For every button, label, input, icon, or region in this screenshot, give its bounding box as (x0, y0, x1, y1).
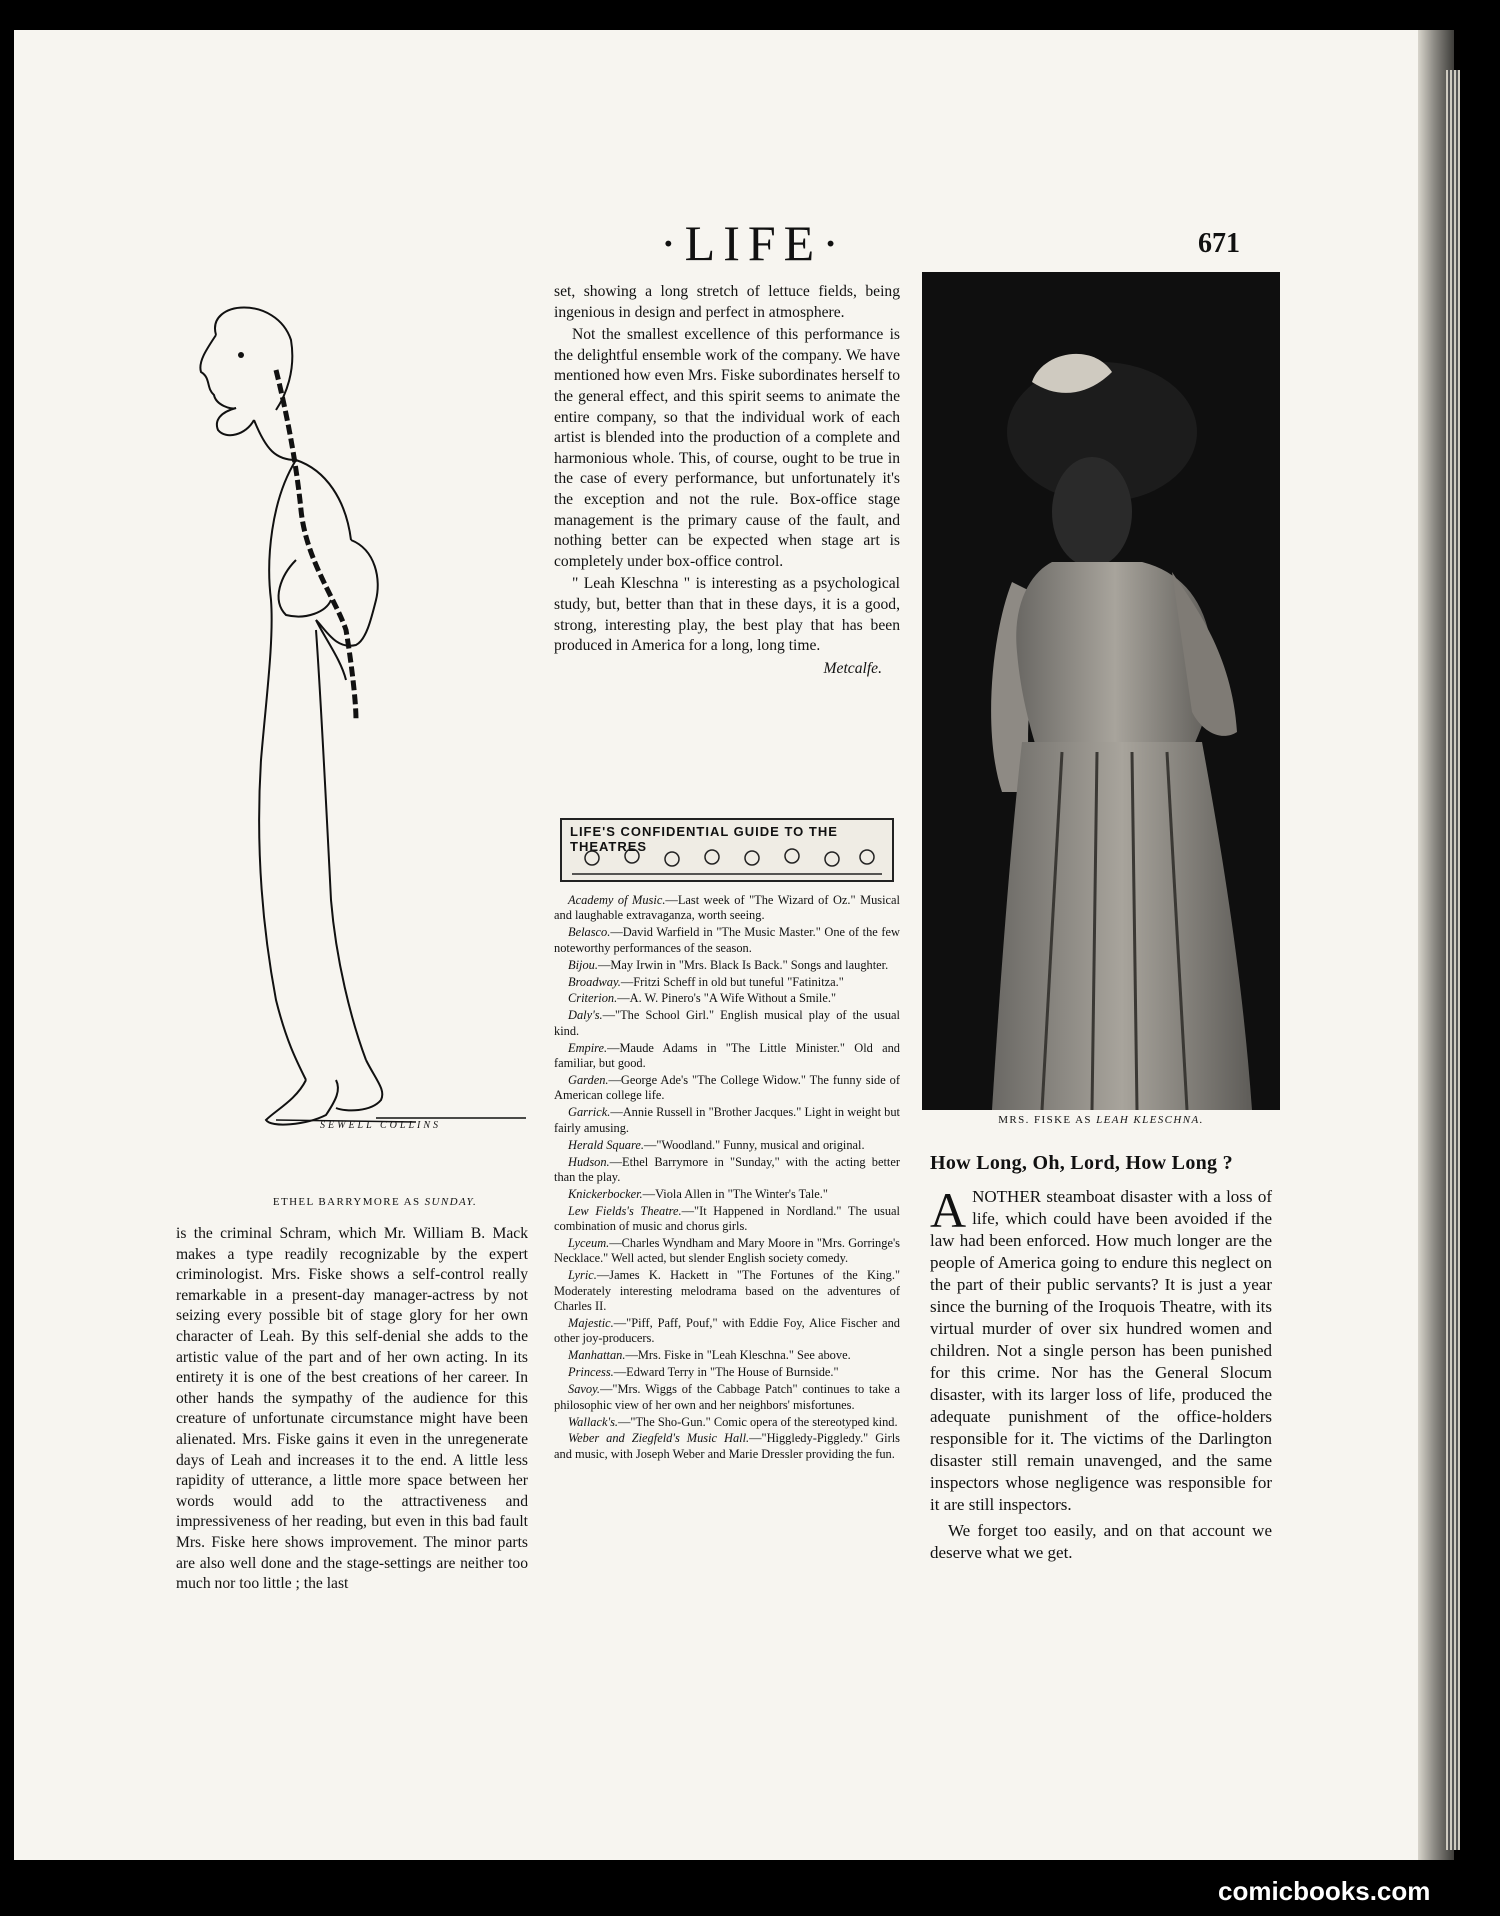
caption-role: SUNDAY. (424, 1196, 478, 1208)
middle-paragraph-1: set, showing a long stretch of lettuce fields, being ingenious in design and perfect in atmosphere. (554, 283, 900, 321)
guide-text: —"Higgledy-Piggledy." Girls and music, with Joseph Weber and Marie Dressler providing the fun. (554, 1431, 900, 1461)
guide-venue: Herald Square. (568, 1137, 644, 1152)
middle-paragraph-3: " Leah Kleschna " is interesting as a psychological study, but, better than that in these days, it is a good, strong, interesting play, the best play that has been produced in America for a long, long time. (554, 575, 900, 655)
guide-text: —"The Sho-Gun." Comic opera of the stereotyped kind. (618, 1414, 898, 1429)
guide-venue: Criterion. (568, 991, 618, 1006)
guide-entry (554, 1187, 900, 1202)
guide-venue: Majestic. (568, 1316, 614, 1331)
guide-entry (554, 1316, 900, 1347)
editorial-text-1: NOTHER steamboat disaster with a loss of life, which could have been avoided if the law had been enforced. How much longer are the people of America going to endure this neglect on the part of their public servants? It is just a year since the burning of the Iroquois Theatre, with its virtual murder of over six hundred women and children. Not a single person has been punished for this crime. Nor has the General Slocum disaster, with its larger loss of life, produced the adequate punishment of the office-holders responsible for it. The victims of the Darlington disaster still remain unavenged, and the same inspectors whose negligence was responsible for it are still inspectors. (930, 1187, 1272, 1514)
photo-figure (922, 272, 1280, 1110)
guide-venue: Lew Fields's Theatre. (568, 1203, 682, 1218)
page-edge (1446, 70, 1460, 1850)
guide-text: —Charles Wyndham and Mary Moore in "Mrs. Gorringe's Necklace." Well acted, but slender English society comedy. (554, 1236, 900, 1266)
guide-entry (554, 1073, 900, 1104)
guide-text: —"It Happened in Nordland." The usual combination of music and chorus girls. (554, 1203, 900, 1234)
guide-text: —James K. Hackett in "The Fortunes of the King." Moderately interesting melodrama based on the adventures of Charles II. (554, 1268, 900, 1314)
guide-entry (554, 1348, 900, 1363)
theatre-guide-list (554, 893, 900, 1464)
left-illustration-caption (210, 1196, 540, 1208)
guide-venue: Manhattan. (568, 1348, 626, 1363)
guide-text: —Fritzi Scheff in old but tuneful "Fatinitza." (620, 974, 844, 989)
left-column-article (176, 1224, 528, 1597)
guide-text: —"The School Girl." English musical play of the usual kind. (554, 1008, 900, 1038)
right-photo-caption (922, 1114, 1280, 1126)
guide-entry (554, 1268, 900, 1314)
guide-text: —"Woodland." Funny, musical and original. (643, 1137, 865, 1152)
guide-entry (554, 991, 900, 1006)
guide-entry (554, 925, 900, 956)
guide-entry (554, 1382, 900, 1413)
guide-text: —"Mrs. Wiggs of the Cabbage Patch" continues to take a philosophic view of her own and her neighbors' misfortunes. (554, 1382, 900, 1412)
guide-entry (554, 1041, 900, 1072)
magazine-title: ·LIFE· (660, 215, 847, 271)
editorial-column (930, 1182, 1272, 1566)
guide-venue: Broadway. (568, 974, 621, 989)
article-signature: Metcalfe. (823, 659, 882, 677)
guide-text: —Ethel Barrymore in "Sunday," with the acting better than the play. (554, 1154, 900, 1184)
guide-venue: Empire. (568, 1040, 608, 1055)
guide-venue: Bijou. (568, 957, 598, 972)
guide-venue: Knickerbocker. (568, 1186, 643, 1201)
guide-text: —Last week of "The Wizard of Oz." Musical and laughable extravaganza, worth seeing. (554, 893, 900, 923)
guide-venue: Lyric. (568, 1268, 597, 1283)
guide-text: —Maude Adams in "The Little Minister." Old and familiar, but good. (554, 1040, 900, 1071)
editorial-paragraph-2: We forget too easily, and on that account we deserve what we get. (930, 1521, 1272, 1562)
guide-venue: Academy of Music. (568, 893, 666, 907)
banner-figures-illustration (562, 846, 892, 876)
guide-entry (554, 1138, 900, 1153)
drop-cap: A (930, 1182, 967, 1238)
guide-text: —May Irwin in "Mrs. Black Is Back." Songs and laughter. (597, 957, 889, 972)
caption-prefix: ETHEL BARRYMORE AS (272, 1196, 425, 1208)
guide-text: —Mrs. Fiske in "Leah Kleschna." See above. (625, 1348, 851, 1363)
editorial-headline: How Long, Oh, Lord, How Long ? (930, 1152, 1233, 1174)
guide-entry (554, 958, 900, 973)
mrs-fiske-photograph (922, 272, 1280, 1110)
guide-entry (554, 1415, 900, 1430)
middle-paragraph-2: Not the smallest excellence of this performance is the delightful ensemble work of the company. We have mentioned how even Mrs. Fiske subordinates herself to the general effect, and this spirit seems to animate the entire company, so that the individual work of each artist is blended into the production of a complete and harmonious whole. This, of course, ought to be true in the case of every performance, but unfortunately it's the exception and not the rule. Box-office stage management is the primary cause of the fault, and nothing better can be expected when stage art is completely under box-office control. (554, 326, 900, 570)
guide-text: —David Warfield in "The Music Master." One of the few noteworthy performances of the season. (554, 925, 900, 955)
guide-venue: Princess. (568, 1365, 614, 1380)
caption-role: LEAH KLESCHNA. (1096, 1114, 1204, 1126)
middle-column-article (554, 282, 900, 679)
guide-entry (554, 975, 900, 990)
editorial-paragraph-1 (930, 1182, 1272, 1516)
guide-text: —"Piff, Paff, Pouf," with Eddie Foy, Alice Fischer and other joy-producers. (554, 1316, 900, 1346)
guide-text: —Annie Russell in "Brother Jacques." Light in weight but fairly amusing. (554, 1105, 900, 1135)
theatre-guide-banner (560, 818, 894, 882)
banner-title: LIFE'S CONFIDENTIAL GUIDE TO THE THEATRES (570, 824, 838, 854)
guide-venue: Hudson. (568, 1154, 610, 1169)
guide-entry (554, 1204, 900, 1235)
guide-entry (554, 1236, 900, 1267)
guide-venue: Wallack's. (568, 1414, 619, 1429)
guide-venue: Lyceum. (568, 1236, 610, 1251)
page-number: 671 (1198, 228, 1240, 259)
guide-text: —George Ade's "The College Widow." The funny side of American college life. (554, 1072, 900, 1103)
guide-text: —A. W. Pinero's "A Wife Without a Smile." (617, 991, 837, 1006)
guide-entry (554, 1431, 900, 1462)
guide-venue: Garden. (568, 1072, 609, 1087)
guide-entry (554, 893, 900, 924)
guide-venue: Garrick. (568, 1105, 611, 1120)
guide-entry (554, 1105, 900, 1136)
signature-text: SEWELL COLLINS (320, 1120, 442, 1131)
guide-venue: Weber and Ziegfeld's Music Hall. (568, 1431, 750, 1446)
watermark-text: comicbooks.com (1218, 1876, 1431, 1906)
guide-venue: Savoy. (568, 1382, 600, 1397)
caption-prefix: MRS. FISKE AS (998, 1114, 1097, 1126)
left-column-paragraph: is the criminal Schram, which Mr. William B. Mack makes a type readily recognizable by the expert criminologist. Mrs. Fiske shows a self-control really remarkable in a present-day manager-actress by not seizing every possible bit of stage glory for her own character of Leah. By this self-denial she adds to the artistic value of the part and of her own acting. In its entirety it is one of the best creations of her career. In other hands the sympathy of the audience for this creature of unfortunate circumstance might have been alienated. Mrs. Fiske gains it even in the unregenerate days of Leah and increases it to the end. A little less rapidity of utterance, a little more space between her words would add to the attractiveness and impressiveness of her reading, but even in this bad fault Mrs. Fiske here shows improvement. The minor parts are also well done and the stage-settings are neither too much nor too little ; the last (176, 1225, 528, 1593)
ethel-barrymore-drawing (176, 300, 536, 1170)
guide-venue: Daly's. (568, 1008, 603, 1023)
guide-entry (554, 1365, 900, 1380)
guide-entry (554, 1008, 900, 1039)
guide-text: —Viola Allen in "The Winter's Tale." (642, 1186, 828, 1201)
guide-venue: Belasco. (568, 925, 611, 940)
guide-text: —Edward Terry in "The House of Burnside." (613, 1365, 839, 1380)
guide-entry (554, 1155, 900, 1186)
